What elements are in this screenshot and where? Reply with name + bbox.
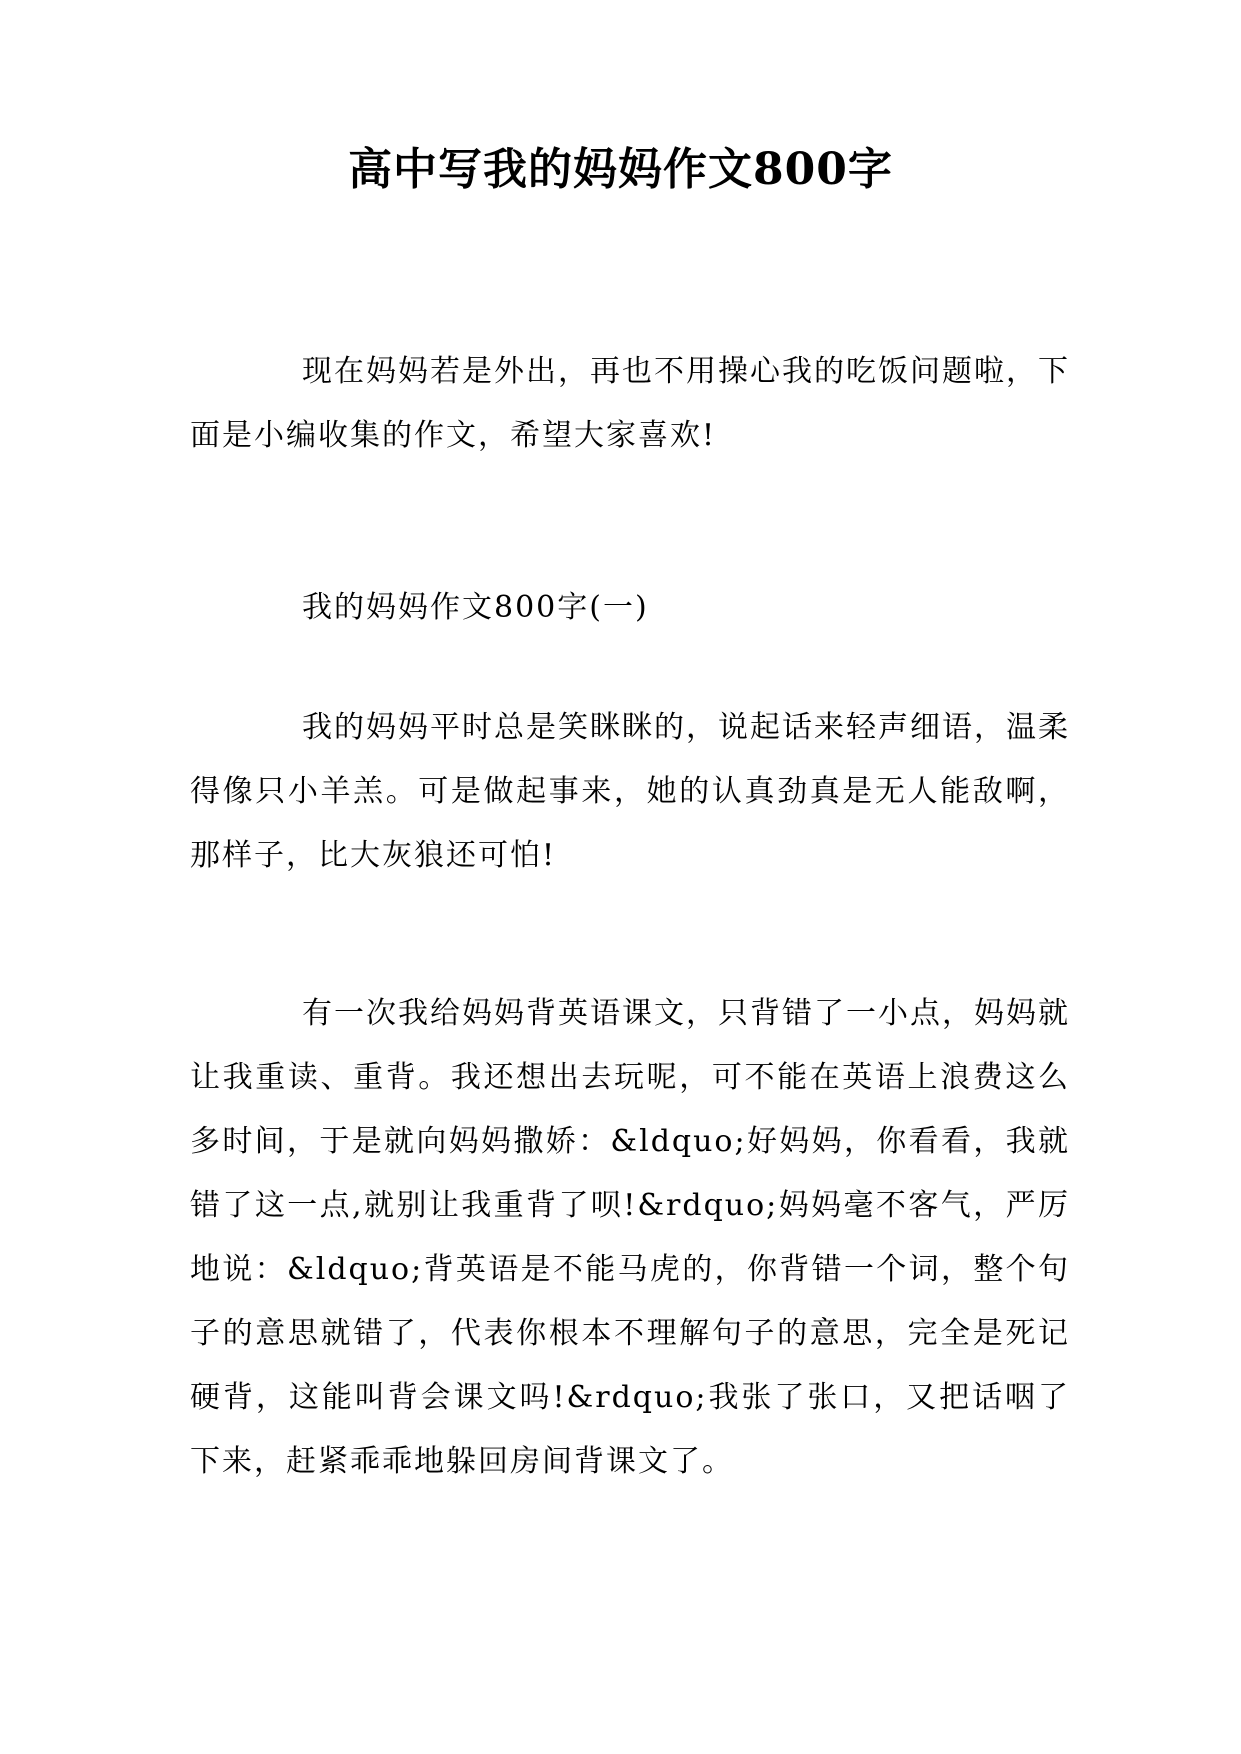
intro-paragraph: 现在妈妈若是外出，再也不用操心我的吃饭问题啦，下面是小编收集的作文，希望大家喜欢! <box>190 354 1070 453</box>
body-paragraph-1: 我的妈妈平时总是笑眯眯的，说起话来轻声细语，温柔得像只小羊羔。可是做起事来，她的认真劲真是无人能敌啊，那样子，比大灰狼还可怕! <box>190 710 1070 873</box>
body-paragraph-2: 有一次我给妈妈背英语课文，只背错了一小点，妈妈就让我重读、重背。我还想出去玩呢，可不能在英语上浪费这么多时间，于是就向妈妈撒娇：&ldquo;好妈妈，你看看，我就错了这一点,就别让我重背了呗!&rdquo;妈妈毫不客气，严厉地说：&ldquo;背英语是不能马虎的，你背错一个词，整个句子的意思就错了，代表你根本不理解句子的意思，完全是死记硬背，这能叫背会课文吗!&rdquo;我张了张口，又把话咽了下来，赶紧乖乖地躲回房间背课文了。 <box>190 996 1070 1479</box>
section-heading: 我的妈妈作文800字(一) <box>302 590 649 625</box>
document-title: 高中写我的妈妈作文800字 <box>348 144 893 195</box>
